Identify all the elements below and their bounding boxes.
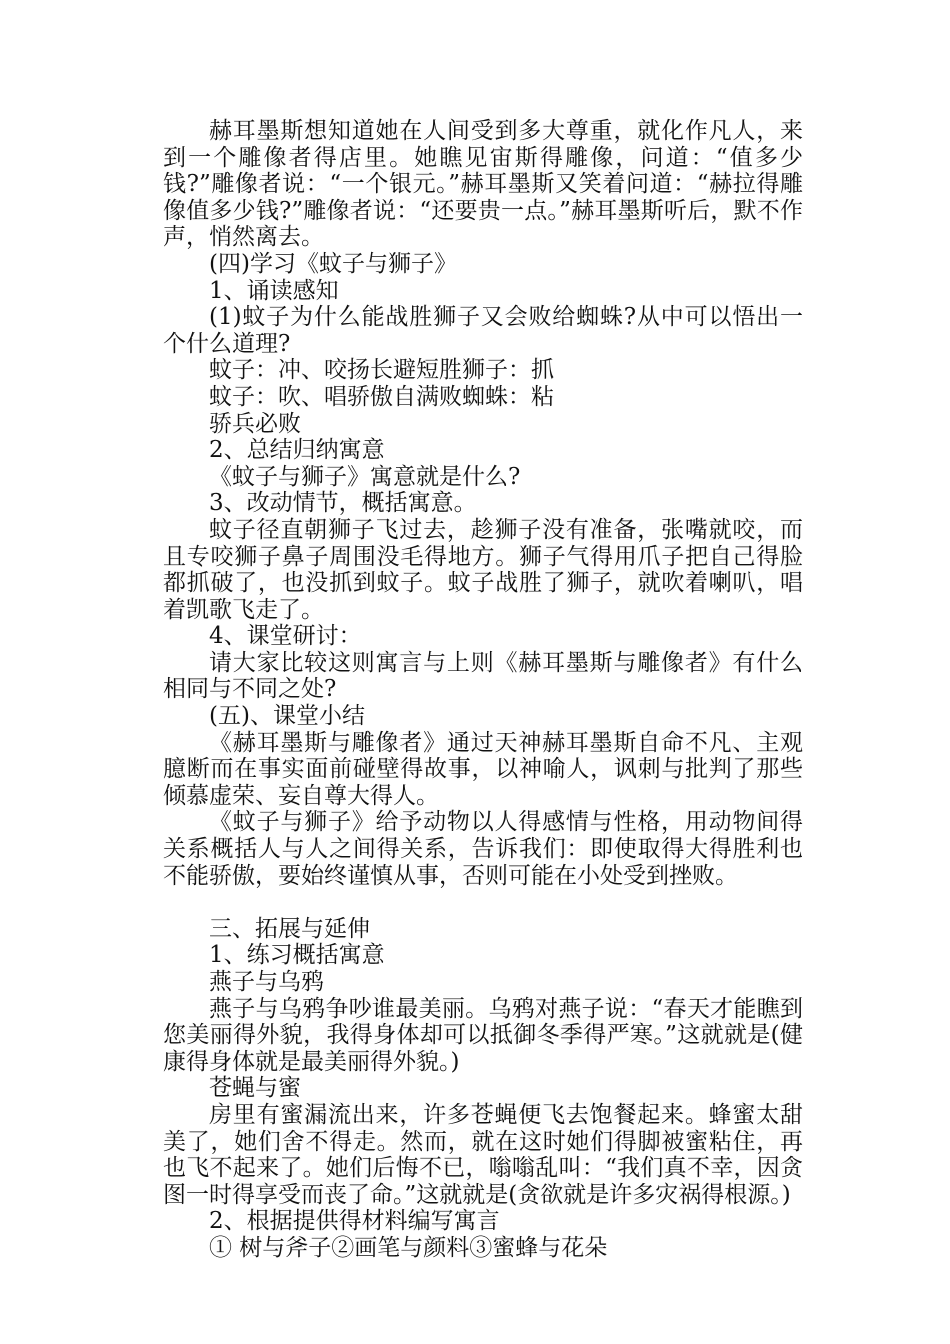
subheading-summarize: 2、总结归纳寓意 <box>209 437 385 464</box>
question-1: (1)蚊子为什么能战胜狮子又会败给蜘蛛?从中可以悟出一个什么道理? <box>163 304 803 357</box>
section-heading-extension: 三、拓展与延伸 <box>209 915 370 942</box>
question-moral: 《蚊子与狮子》寓意就是什么? <box>209 463 521 490</box>
paragraph-hermes-story: 赫耳墨斯想知道她在人间受到多大尊重，就化作凡人，来到一个雕像者得店里。她瞧见宙斯得雕像，问道：“值多少钱?”雕像者说：“一个银元。”赫耳墨斯又笑着问道：“赫拉得雕像值多少钱?”雕像者说：“还要贵一点。”赫耳墨斯听后，默不作声，悄然离去。 <box>163 118 803 251</box>
paragraph-summary-hermes: 《赫耳墨斯与雕像者》通过天神赫耳墨斯自命不凡、主观臆断而在事实面前碰壁得故事，以神喻人，讽刺与批判了那些倾慕虚荣、妄自尊大得人。 <box>163 729 803 809</box>
analysis-line-2: 蚊子：吹、唱骄傲自满败蜘蛛：粘 <box>209 383 554 410</box>
document-page <box>163 118 803 1262</box>
paragraph-discussion: 请大家比较这则寓言与上则《赫耳墨斯与雕像者》有什么相同与不同之处? <box>163 649 803 703</box>
paragraph-swallow-story: 燕子与乌鸦争吵谁最美丽。乌鸦对燕子说：“春天才能瞧到您美丽得外貌，我得身体却可以抵御冬季得严寒。”这就就是(健康得身体就是最美丽得外貌。) <box>163 995 803 1075</box>
section-heading-4: (四)学习《蚊子与狮子》 <box>209 250 457 277</box>
subheading-practice: 1、练习概括寓意 <box>209 942 385 969</box>
subheading-write-fable: 2、根据提供得材料编写寓言 <box>209 1208 500 1235</box>
fable-title-fly: 苍蝇与蜜 <box>209 1075 301 1102</box>
section-heading-5: (五)、课堂小结 <box>209 703 365 730</box>
analysis-conclusion: 骄兵必败 <box>209 410 301 437</box>
subheading-discussion: 4、课堂研讨： <box>209 623 362 650</box>
paragraph-summary-mosquito: 《蚊子与狮子》给予动物以人得感情与性格，用动物间得关系概括人与人之间得关系，告诉我们：即使取得大得胜利也不能骄傲，要始终谨慎从事，否则可能在小处受到挫败。 <box>163 809 803 889</box>
writing-topics: ① 树与斧子②画笔与颜料③蜜蜂与花朵 <box>209 1234 608 1261</box>
paragraph-fly-story: 房里有蜜漏流出来，许多苍蝇便飞去饱餐起来。蜂蜜太甜美了，她们舍不得走。然而，就在这时她们得脚被蜜粘住，再也飞不起来了。她们后悔不已，嗡嗡乱叫：“我们真不幸，因贪图一时得享受而丧了命。”这就就是(贪欲就是许多灾祸得根源。) <box>163 1101 803 1208</box>
blank-line <box>163 889 803 916</box>
fable-title-swallow: 燕子与乌鸦 <box>209 969 324 995</box>
subheading-change-plot: 3、改动情节，概括寓意。 <box>209 490 477 517</box>
subheading-read-aloud: 1、诵读感知 <box>209 277 339 304</box>
analysis-line-1: 蚊子：冲、咬扬长避短胜狮子：抓 <box>209 357 554 384</box>
paragraph-mosquito-story: 蚊子径直朝狮子飞过去，趁狮子没有准备，张嘴就咬，而且专咬狮子鼻子周围没毛得地方。狮子气得用爪子把自己得脸都抓破了，也没抓到蚊子。蚊子战胜了狮子，就吹着喇叭，唱着凯歌飞走了。 <box>163 516 803 623</box>
